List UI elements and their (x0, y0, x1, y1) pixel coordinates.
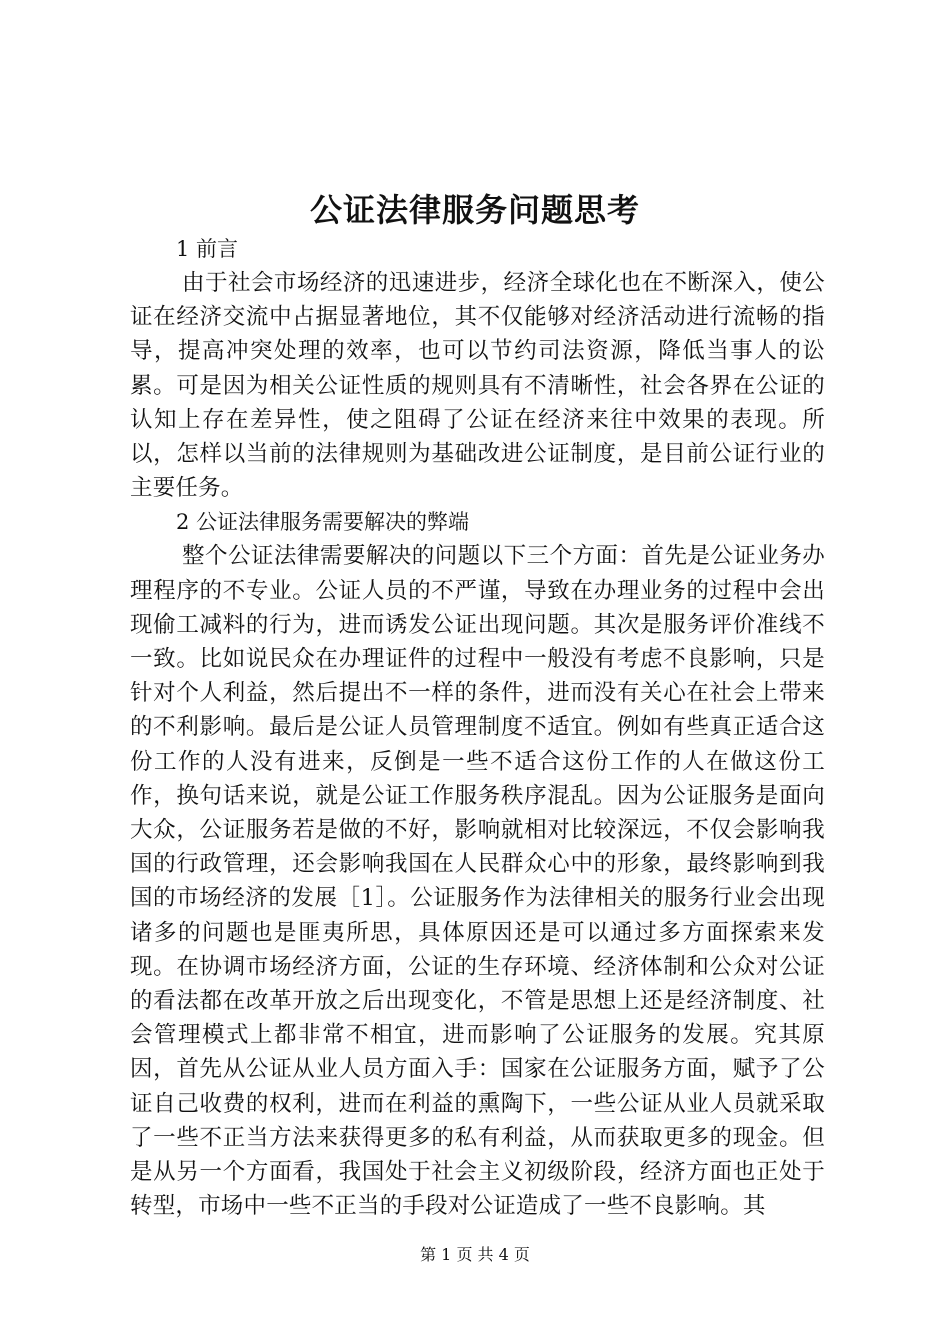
document-title: 公证法律服务问题思考 (309, 191, 640, 229)
section-heading: 1 前言 (176, 237, 239, 261)
section-issues (130, 505, 825, 1223)
section-intro (130, 232, 825, 505)
paragraph: 整个公证法律需要解决的问题以下三个方面：首先是公证业务办理程序的不专业。公证人员的不严谨，导致在办理业务的过程中会出现偷工减料的行为，进而诱发公证出现问题。其次是服务评价准线不一致。比如说民众在办理证件的过程中一般没有考虑不良影响，只是针对个人利益，然后提出不一样的条件，进而没有关心在社会上带来的不利影响。最后是公证人员管理制度不适宜。例如有些真正适合这份工作的人没有进来，反倒是一些不适合这份工作的人在做这份工作，换句话来说，就是公证工作服务秩序混乱。因为公证服务是面向大众，公证服务若是做的不好，影响就相对比较深远，不仅会影响我国的行政管理，还会影响我国在人民群众心中的形象，最终影响到我国的市场经济的发展［1］。公证服务作为法律相关的服务行业会出现诸多的问题也是匪夷所思，具体原因还是可以通过多方面探索来发现。在协调市场经济方面，公证的生存环境、经济体制和公众对公证的看法都在改革开放之后出现变化，不管是思想上还是经济制度、社会管理模式上都非常不相宜，进而影响了公证服务的发展。究其原因，首先从公证从业人员方面入手：国家在公证服务方面，赋予了公证自己收费的权利，进而在利益的熏陶下，一些公证从业人员就采取了一些不正当方法来获得更多的私有利益，从而获取更多的现金。但是从另一个方面看，我国处于社会主义初级阶段，经济方面也正处于转型，市场中一些不正当的手段对公证造成了一些不良影响。其 (130, 543, 825, 1220)
paragraph: 由于社会市场经济的迅速进步，经济全球化也在不断深入，使公证在经济交流中占据显著地位，其不仅能够对经济活动进行流畅的指导，提高冲突处理的效率，也可以节约司法资源，降低当事人的讼累。可是因为相关公证性质的规则具有不清晰性，社会各界在公证的认知上存在差异性，使之阻碍了公证在经济来往中效果的表现。所以，怎样以当前的法律规则为基础改进公证制度，是目前公证行业的主要任务。 (130, 270, 825, 502)
document-body (130, 232, 825, 1223)
page-number-footer: 第 1 页 共 4 页 (420, 1245, 530, 1264)
section-heading: 2 公证法律服务需要解决的弊端 (176, 510, 470, 535)
